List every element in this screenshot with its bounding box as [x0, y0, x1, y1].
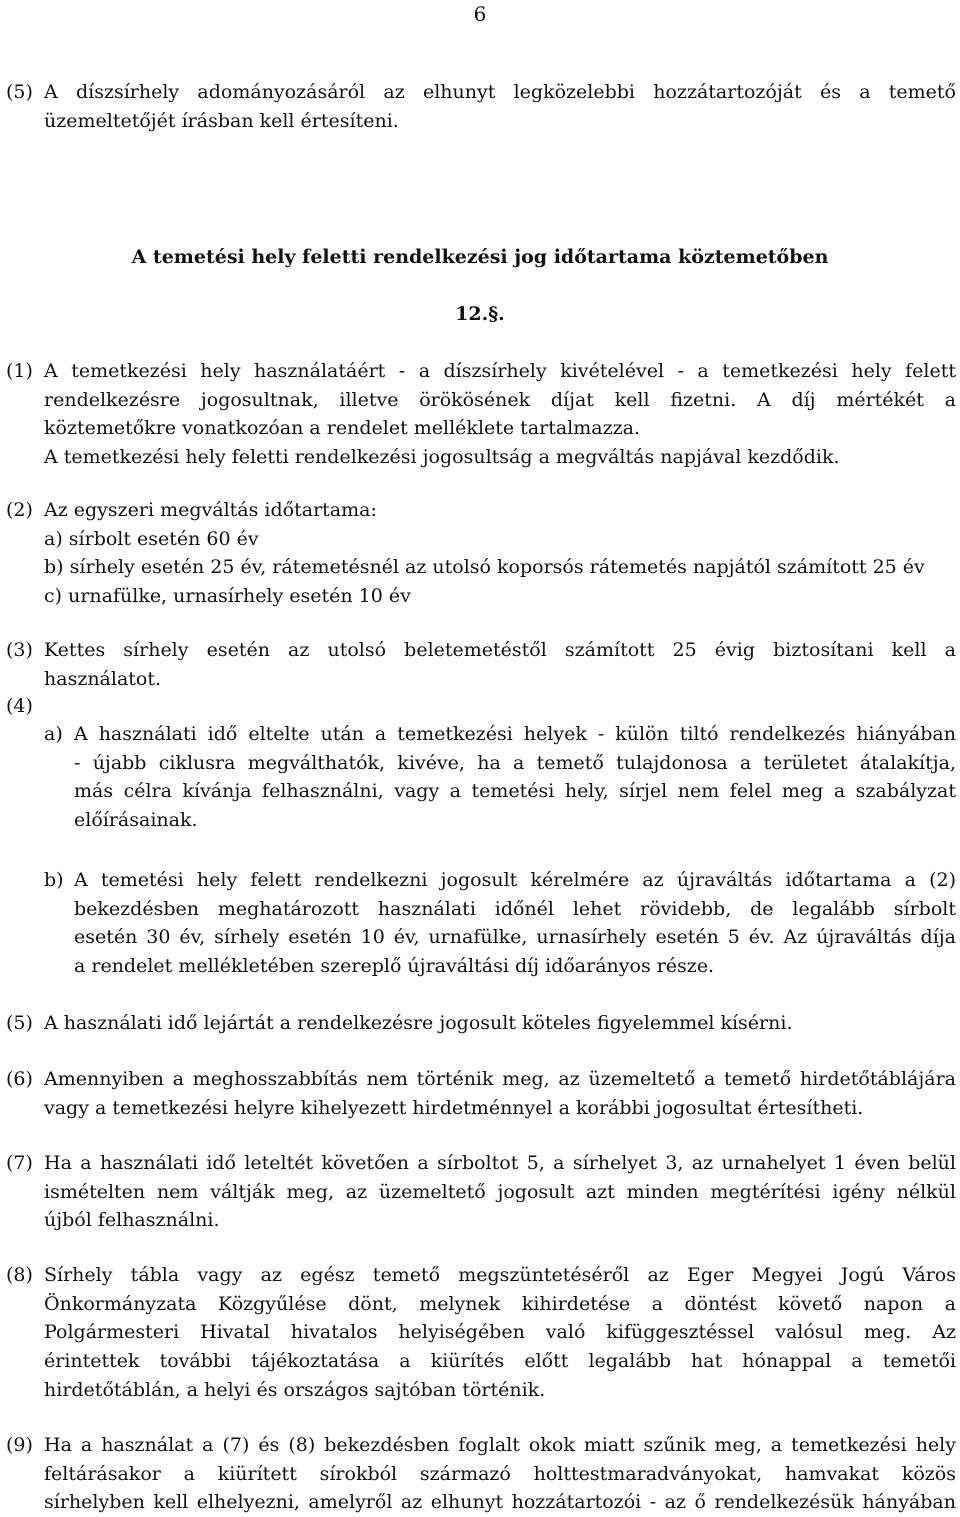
paragraph-9	[6, 1431, 956, 1517]
text-line: Az egyszeri megváltás időtartama:	[44, 499, 377, 521]
text-line: üzemeltetőjét írásban kell értesíteni.	[44, 109, 399, 132]
list-item: b) sírhely esetén 25 év, rátemetésnél az utolsó koporsós rátemetés napjától számított 25 év	[44, 556, 925, 579]
text-line: Ha a használati idő leteltét követően a sírboltot 5, a sírhelyet 3, az urnahelyet 1 éven belül	[44, 1152, 956, 1174]
text-line: A temetkezési hely használatáért - a díszsírhely kivételével - a temetkezési hely felett	[44, 360, 956, 382]
paragraph-number: (7)	[6, 1152, 33, 1174]
paragraph-number: (5)	[6, 81, 33, 103]
text-line: használatot.	[44, 667, 162, 690]
text-line: újból felhasználni.	[44, 1209, 220, 1232]
paragraph-1	[6, 357, 956, 472]
section-heading: A temetési hely feletti rendelkezési jog időtartama köztemetőben	[131, 246, 829, 268]
text-line: A díszsírhely adományozásáról az elhunyt legközelebbi hozzátartozóját és a temető	[44, 81, 956, 103]
text-line: esetén 30 év, sírhely esetén 10 év, urnafülke, urnasírhely esetén 5 év. Az újraváltás díja	[74, 926, 956, 949]
text-line: rendelkezésre jogosultnak, illetve örökösének díjat kell fizetni. A díj mértékét a	[44, 388, 956, 411]
page-number: 6	[473, 2, 487, 26]
text-line: sírhelyben kell elhelyezni, amelyről az elhunyt hozzátartozói - az ő rendelkezésük hányában	[44, 1491, 956, 1514]
text-line: Önkormányzata Közgyűlése dönt, melynek kihirdetése a döntést követő napon a	[44, 1292, 956, 1315]
text-line: érintettek további tájékoztatása a kiürítés előtt legalább hat hónappal a temetői	[44, 1350, 956, 1373]
paragraph-number: (8)	[6, 1264, 33, 1286]
text-line: vagy a temetkezési helyre kihelyezett hirdetménnyel a korábbi jogosultat értesítheti.	[44, 1096, 864, 1119]
paragraph-number: (1)	[6, 360, 33, 382]
item-label: b)	[44, 869, 64, 891]
item-label: a)	[44, 723, 63, 745]
paragraph-8	[6, 1261, 956, 1405]
text-line: A temetési hely felett rendelkezni jogosult kérelmére az újraváltás időtartama a (2)	[74, 869, 956, 891]
paragraph-5-prev	[6, 78, 956, 135]
text-line: köztemetőkre vonatkozóan a rendelet melléklete tartalmazza.	[44, 417, 640, 440]
text-line: Kettes sírhely esetén az utolsó beletemetéstől számított 25 évig biztosítani kell a	[44, 639, 956, 661]
text-line: más célra kívánja felhasználni, vagy a temetési hely, sírjel nem felel meg a szabályzat	[74, 780, 956, 803]
text-line: feltárásakor a kiürített sírokból származó holttestmaradványokat, hamvakat közös	[44, 1462, 956, 1485]
text-line: hirdetőtáblán, a helyi és országos sajtóban történik.	[44, 1378, 546, 1401]
section-number: 12.§.	[455, 303, 505, 325]
paragraph-4-a	[44, 720, 956, 835]
text-line: ismételten nem váltják meg, az üzemeltető jogosult azt minden megtérítési igény nélkül	[44, 1180, 956, 1203]
paragraph-number: (6)	[6, 1068, 33, 1090]
text-line: bekezdésben meghatározott használati időnél lehet rövidebb, de legalább sírbolt	[74, 897, 956, 920]
paragraph-number: (5)	[6, 1012, 33, 1034]
paragraph-number: (3)	[6, 639, 33, 661]
list-item: a) sírbolt esetén 60 év	[44, 527, 259, 550]
list-item: c) urnafülke, urnasírhely esetén 10 év	[44, 585, 411, 608]
paragraph-5	[6, 1009, 956, 1038]
paragraph-number: (9)	[6, 1434, 33, 1456]
text-line: A temetkezési hely feletti rendelkezési jogosultság a megváltás napjával kezdődik.	[44, 446, 840, 469]
text-line: Ha a használat a (7) és (8) bekezdésben foglalt okok miatt szűnik meg, a temetkezési hely	[44, 1434, 956, 1456]
text-line: Polgármesteri Hivatal hivatalos helyiségében való kifüggesztéssel valósul meg. Az	[44, 1321, 956, 1344]
text-line: előírásainak.	[74, 809, 198, 832]
paragraph-number: (2)	[6, 499, 33, 521]
paragraph-2	[6, 496, 956, 611]
text-line: Sírhely tábla vagy az egész temető megszüntetéséről az Eger Megyei Jogú Város	[44, 1264, 956, 1286]
text-line: A használati idő eltelte után a temetkezési helyek - külön tiltó rendelkezés hiányában	[74, 723, 956, 745]
text-line: a rendelet mellékletében szereplő újraváltási díj időarányos része.	[74, 955, 715, 978]
text-line: - újabb ciklusra megválthatók, kivéve, ha a temető tulajdonosa a területet átalakítja,	[74, 751, 956, 774]
text-line: Amennyiben a meghosszabbítás nem történik meg, az üzemeltető a temető hirdetőtáblájára	[44, 1068, 956, 1090]
paragraph-6	[6, 1065, 956, 1122]
paragraph-7	[6, 1149, 956, 1235]
paragraph-4-b	[44, 866, 956, 981]
paragraph-3	[6, 636, 956, 693]
paragraph-number: (4)	[6, 695, 33, 717]
text-line: A használati idő lejártát a rendelkezésre jogosult köteles figyelemmel kísérni.	[44, 1012, 793, 1034]
